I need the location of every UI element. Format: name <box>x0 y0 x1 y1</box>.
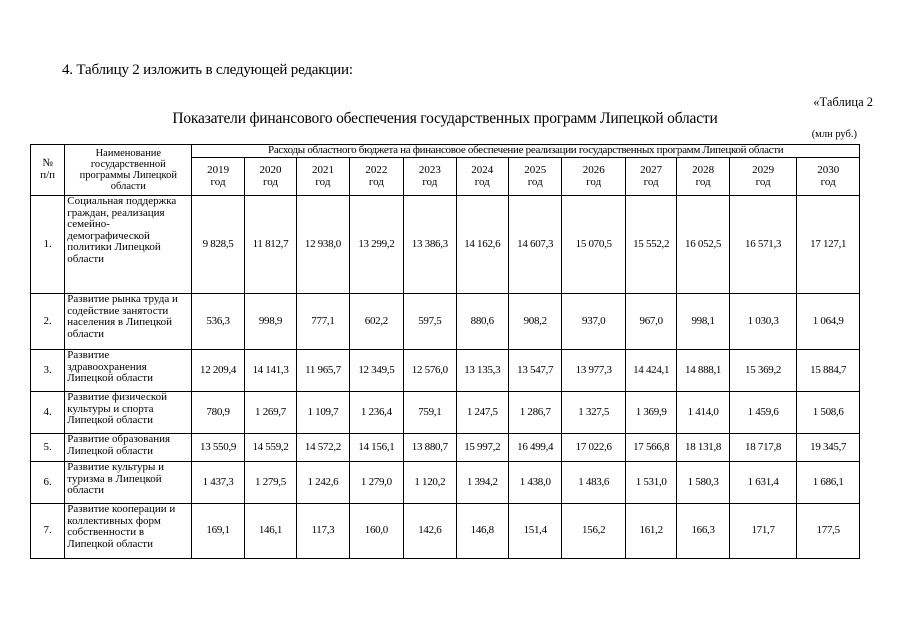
value-cell: 9 828,5 <box>192 196 244 294</box>
value-cell: 169,1 <box>192 504 244 559</box>
header-year: 2021 год <box>297 158 349 196</box>
value-cell: 14 559,2 <box>244 434 296 462</box>
value-cell: 13 977,3 <box>562 350 626 392</box>
value-cell: 146,8 <box>456 504 508 559</box>
header-expenses-group: Расходы областного бюджета на финансовое обеспечение реализации государственных программ Липецкой области <box>192 145 860 158</box>
value-cell: 14 141,3 <box>244 350 296 392</box>
value-cell: 14 572,2 <box>297 434 349 462</box>
document-title: Показатели финансового обеспечения государственных программ Липецкой области <box>172 110 718 127</box>
value-cell: 14 156,1 <box>349 434 403 462</box>
header-year: 2025 год <box>508 158 561 196</box>
header-year: 2027 год <box>625 158 676 196</box>
value-cell: 14 607,3 <box>508 196 561 294</box>
table-label: «Таблица 2 <box>813 95 873 109</box>
program-name: Социальная поддержка граждан, реализация семейно-демографической политики Липецкой области <box>65 196 192 294</box>
value-cell: 1 120,2 <box>404 462 456 504</box>
value-cell: 14 162,6 <box>456 196 508 294</box>
row-number: 2. <box>31 294 65 350</box>
program-name: Развитие здравоохранения Липецкой области <box>65 350 192 392</box>
value-cell: 166,3 <box>677 504 729 559</box>
value-cell: 16 571,3 <box>729 196 797 294</box>
program-name: Развитие образования Липецкой области <box>65 434 192 462</box>
value-cell: 18 717,8 <box>729 434 797 462</box>
header-year: 2028 год <box>677 158 729 196</box>
value-cell: 1 242,6 <box>297 462 349 504</box>
header-year: 2022 год <box>349 158 403 196</box>
intro-text: 4. Таблицу 2 изложить в следующей редакции: <box>62 62 353 78</box>
value-cell: 1 414,0 <box>677 392 729 434</box>
value-cell: 1 459,6 <box>729 392 797 434</box>
row-number: 3. <box>31 350 65 392</box>
value-cell: 15 884,7 <box>797 350 860 392</box>
header-year: 2023 год <box>404 158 456 196</box>
header-number: № п/п <box>31 145 65 196</box>
table-row <box>31 392 860 434</box>
value-cell: 171,7 <box>729 504 797 559</box>
value-cell: 17 127,1 <box>797 196 860 294</box>
header-year: 2026 год <box>562 158 626 196</box>
value-cell: 1 109,7 <box>297 392 349 434</box>
table-row <box>31 196 860 294</box>
value-cell: 777,1 <box>297 294 349 350</box>
table-row <box>31 462 860 504</box>
value-cell: 998,9 <box>244 294 296 350</box>
value-cell: 1 279,0 <box>349 462 403 504</box>
financing-table <box>30 144 860 559</box>
value-cell: 12 209,4 <box>192 350 244 392</box>
value-cell: 1 438,0 <box>508 462 561 504</box>
value-cell: 11 965,7 <box>297 350 349 392</box>
units-label: (млн руб.) <box>811 129 857 140</box>
value-cell: 12 349,5 <box>349 350 403 392</box>
value-cell: 1 064,9 <box>797 294 860 350</box>
value-cell: 1 580,3 <box>677 462 729 504</box>
value-cell: 12 576,0 <box>404 350 456 392</box>
value-cell: 967,0 <box>625 294 676 350</box>
value-cell: 1 247,5 <box>456 392 508 434</box>
value-cell: 780,9 <box>192 392 244 434</box>
value-cell: 13 299,2 <box>349 196 403 294</box>
row-number: 4. <box>31 392 65 434</box>
table-row <box>31 434 860 462</box>
value-cell: 880,6 <box>456 294 508 350</box>
row-number: 1. <box>31 196 65 294</box>
value-cell: 142,6 <box>404 504 456 559</box>
value-cell: 14 888,1 <box>677 350 729 392</box>
value-cell: 1 483,6 <box>562 462 626 504</box>
value-cell: 536,3 <box>192 294 244 350</box>
value-cell: 998,1 <box>677 294 729 350</box>
value-cell: 1 437,3 <box>192 462 244 504</box>
header-year: 2030 год <box>797 158 860 196</box>
value-cell: 12 938,0 <box>297 196 349 294</box>
table-row <box>31 294 860 350</box>
value-cell: 1 269,7 <box>244 392 296 434</box>
value-cell: 602,2 <box>349 294 403 350</box>
value-cell: 1 531,0 <box>625 462 676 504</box>
value-cell: 1 631,4 <box>729 462 797 504</box>
value-cell: 160,0 <box>349 504 403 559</box>
table-row <box>31 350 860 392</box>
value-cell: 117,3 <box>297 504 349 559</box>
value-cell: 937,0 <box>562 294 626 350</box>
program-name: Развитие физической культуры и спорта Липецкой области <box>65 392 192 434</box>
value-cell: 156,2 <box>562 504 626 559</box>
value-cell: 16 052,5 <box>677 196 729 294</box>
value-cell: 11 812,7 <box>244 196 296 294</box>
program-name: Развитие рынка труда и содействие занятости населения в Липецкой области <box>65 294 192 350</box>
value-cell: 18 131,8 <box>677 434 729 462</box>
table-row <box>31 504 860 559</box>
value-cell: 15 552,2 <box>625 196 676 294</box>
value-cell: 1 327,5 <box>562 392 626 434</box>
header-year: 2020 год <box>244 158 296 196</box>
value-cell: 17 022,6 <box>562 434 626 462</box>
program-name: Развитие культуры и туризма в Липецкой области <box>65 462 192 504</box>
header-year: 2024 год <box>456 158 508 196</box>
value-cell: 14 424,1 <box>625 350 676 392</box>
value-cell: 759,1 <box>404 392 456 434</box>
row-number: 6. <box>31 462 65 504</box>
value-cell: 161,2 <box>625 504 676 559</box>
value-cell: 1 030,3 <box>729 294 797 350</box>
value-cell: 15 369,2 <box>729 350 797 392</box>
value-cell: 13 550,9 <box>192 434 244 462</box>
value-cell: 597,5 <box>404 294 456 350</box>
value-cell: 13 547,7 <box>508 350 561 392</box>
value-cell: 1 394,2 <box>456 462 508 504</box>
value-cell: 19 345,7 <box>797 434 860 462</box>
value-cell: 908,2 <box>508 294 561 350</box>
value-cell: 1 279,5 <box>244 462 296 504</box>
value-cell: 1 369,9 <box>625 392 676 434</box>
value-cell: 146,1 <box>244 504 296 559</box>
row-number: 7. <box>31 504 65 559</box>
value-cell: 15 997,2 <box>456 434 508 462</box>
value-cell: 13 135,3 <box>456 350 508 392</box>
row-number: 5. <box>31 434 65 462</box>
value-cell: 1 236,4 <box>349 392 403 434</box>
value-cell: 13 880,7 <box>404 434 456 462</box>
header-year: 2019 год <box>192 158 244 196</box>
program-name: Развитие кооперации и коллективных форм собственности в Липецкой области <box>65 504 192 559</box>
value-cell: 1 286,7 <box>508 392 561 434</box>
value-cell: 13 386,3 <box>404 196 456 294</box>
value-cell: 16 499,4 <box>508 434 561 462</box>
header-program-name: Наименование государственной программы Липецкой области <box>65 145 192 196</box>
value-cell: 1 686,1 <box>797 462 860 504</box>
value-cell: 1 508,6 <box>797 392 860 434</box>
value-cell: 177,5 <box>797 504 860 559</box>
value-cell: 151,4 <box>508 504 561 559</box>
header-year: 2029 год <box>729 158 797 196</box>
value-cell: 17 566,8 <box>625 434 676 462</box>
value-cell: 15 070,5 <box>562 196 626 294</box>
